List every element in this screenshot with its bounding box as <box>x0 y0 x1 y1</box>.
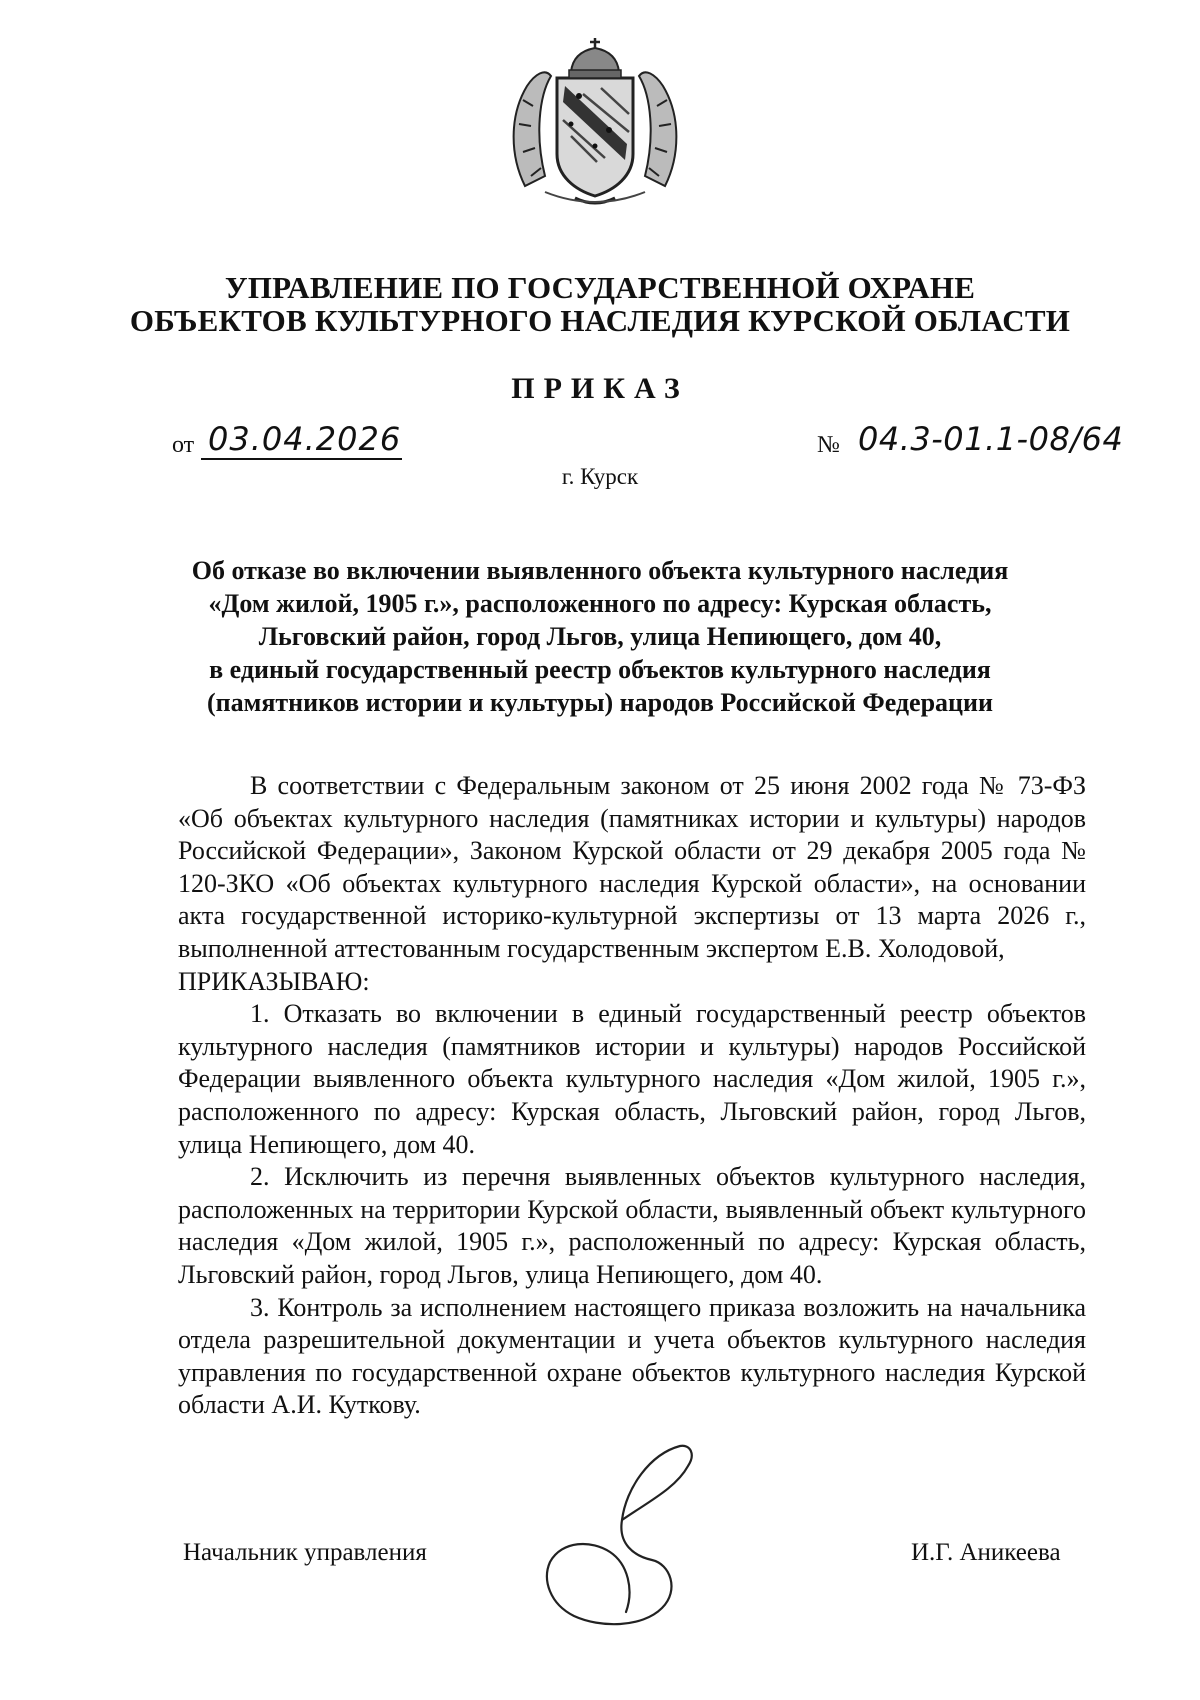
order-body <box>178 770 1086 1422</box>
date-prefix: от <box>172 432 195 458</box>
heading-line: Об отказе во включении выявленного объекта культурного наследия <box>191 556 1009 585</box>
document-type: ПРИКАЗ <box>511 372 689 405</box>
signatory-title: Начальник управления <box>183 1539 427 1566</box>
number-prefix: № <box>817 432 840 458</box>
order-item-1: 1. Отказать во включении в единый государственный реестр объектов культурного наследия (памятников истории и культуры) народов Российской Федерации выявленного объекта культурного наследия «Дом жилой, 1905 г.», расположенного по адресу: Курская область, Льговский район, город Льгов, улица Непиющего, дом 40. <box>178 999 1086 1159</box>
order-item-3: 3. Контроль за исполнением настоящего приказа возложить на начальника отдела разрешительной документации и учета объектов культурного наследия управления по государственной охране объектов культурного наследия Курской области А.И. Куткову. <box>178 1292 1086 1420</box>
heading-line: «Дом жилой, 1905 г.», расположенного по адресу: Курская область, <box>208 589 992 618</box>
organization-line-1: УПРАВЛЕНИЕ ПО ГОСУДАРСТВЕННОЙ ОХРАНЕ <box>224 270 976 305</box>
heading-line: (памятников истории и культуры) народов Российской Федерации <box>207 688 993 717</box>
date-underline <box>201 458 402 460</box>
preamble-paragraph: В соответствии с Федеральным законом от 25 июня 2002 года № 73-ФЗ «Об объектах культурного наследия (памятниках истории и культуры) народов Российской Федерации», Законом Курской области от 29 декабря 2005 года № 120-ЗКО «Об объектах культурного наследия Курской области», на основании акта государственной историко-культурной экспертизы от 13 марта 2026 г., выполненной аттестованным государственным экспертом Е.В. Холодовой, <box>178 771 1086 963</box>
handwritten-signature-icon <box>530 1440 710 1636</box>
kursk-coat-of-arms-icon <box>505 36 685 212</box>
signatory-name: И.Г. Аникеева <box>911 1539 1061 1566</box>
order-date: 03.04.2026 <box>208 420 402 458</box>
city: г. Курск <box>561 464 639 489</box>
order-heading <box>150 554 1050 719</box>
heading-line: Льговский район, город Льгов, улица Непиющего, дом 40, <box>258 622 942 651</box>
command-word: ПРИКАЗЫВАЮ: <box>178 966 370 996</box>
heading-line: в единый государственный реестр объектов культурного наследия <box>209 655 991 684</box>
organization-line-2: ОБЪЕКТОВ КУЛЬТУРНОГО НАСЛЕДИЯ КУРСКОЙ ОБЛАСТИ <box>129 303 1071 338</box>
order-number: 04.3-01.1-08/64 <box>858 420 1124 458</box>
order-item-2: 2. Исключить из перечня выявленных объектов культурного наследия, расположенных на территории Курской области, выявленный объект культурного наследия «Дом жилой, 1905 г.», расположенный по адресу: Курская область, Льговский район, город Льгов, улица Непиющего, дом 40. <box>178 1162 1086 1289</box>
